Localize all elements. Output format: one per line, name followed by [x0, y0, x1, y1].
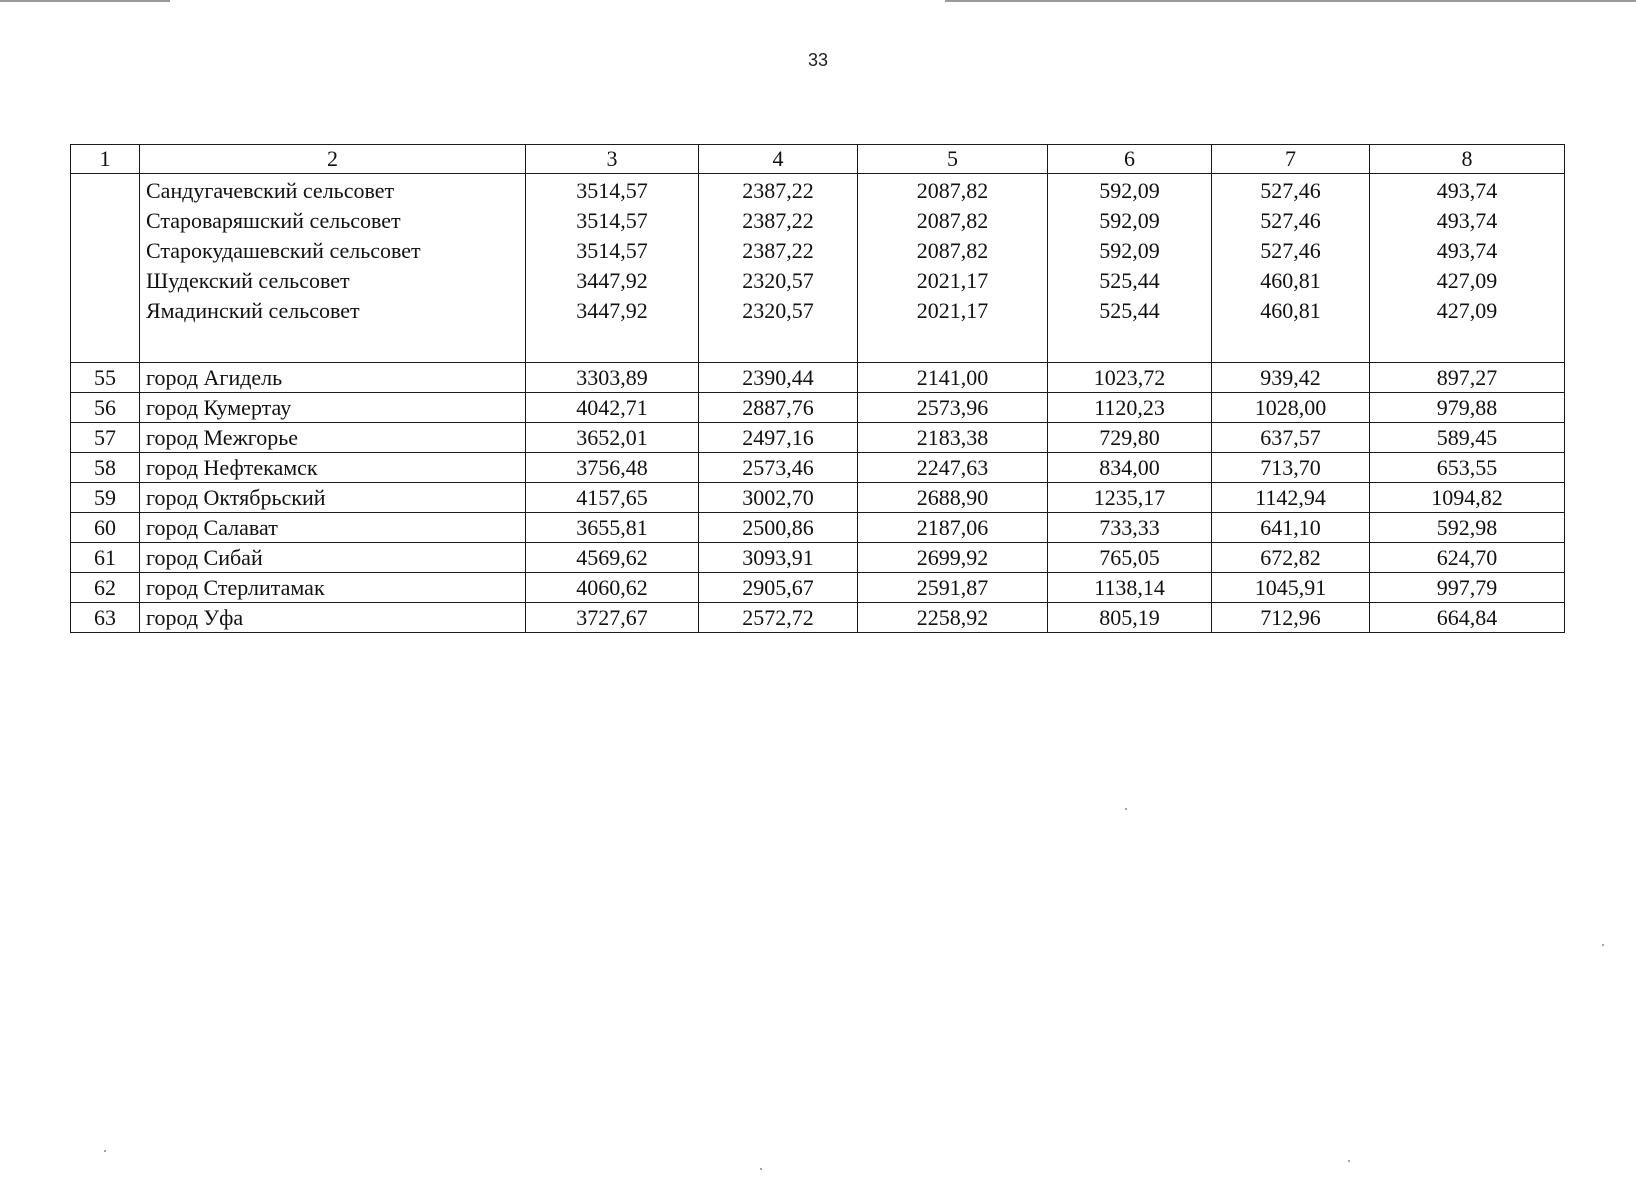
value-column-4	[699, 174, 858, 363]
value-cell: 2021,17	[916, 268, 989, 293]
value-cell: 729,80	[1048, 423, 1212, 453]
value-cell: 712,96	[1212, 603, 1370, 633]
value-cell: 805,19	[1048, 603, 1212, 633]
value-cell: 2390,44	[699, 363, 858, 393]
value-cell: 493,74	[1436, 238, 1498, 263]
row-number-cell: 63	[71, 603, 140, 633]
value-column-8	[1370, 174, 1565, 363]
value-cell: 3514,57	[576, 178, 648, 203]
value-cell: 4060,62	[526, 573, 699, 603]
value-cell: 4157,65	[526, 483, 699, 513]
value-cell: 527,46	[1260, 208, 1321, 233]
value-column-7	[1212, 174, 1370, 363]
value-cell: 527,46	[1260, 178, 1321, 203]
city-name-cell: город Салават	[140, 513, 526, 543]
value-cell: 1235,17	[1048, 483, 1212, 513]
value-cell: 2591,87	[858, 573, 1048, 603]
table-row	[71, 453, 1565, 483]
value-cell: 653,55	[1370, 453, 1565, 483]
value-cell: 3756,48	[526, 453, 699, 483]
value-cell: 2087,82	[916, 178, 989, 203]
value-cell: 939,42	[1212, 363, 1370, 393]
value-cell: 493,74	[1436, 178, 1498, 203]
selsovet-group-row	[71, 174, 1565, 363]
value-cell: 624,70	[1370, 543, 1565, 573]
city-name-cell: город Стерлитамак	[140, 573, 526, 603]
value-cell: 2688,90	[858, 483, 1048, 513]
city-name-cell: город Уфа	[140, 603, 526, 633]
settlement-name: Староваряшский сельсовет	[146, 208, 401, 233]
value-cell: 4042,71	[526, 393, 699, 423]
header-cell: 2	[140, 145, 526, 174]
value-cell: 2497,16	[699, 423, 858, 453]
value-cell: 2887,76	[699, 393, 858, 423]
value-cell: 733,33	[1048, 513, 1212, 543]
value-cell: 2087,82	[916, 238, 989, 263]
row-number-cell	[71, 174, 140, 363]
value-cell: 1142,94	[1212, 483, 1370, 513]
value-cell: 493,74	[1436, 208, 1498, 233]
settlement-name: Старокудашевский сельсовет	[146, 238, 421, 263]
table-row	[71, 363, 1565, 393]
row-number-cell: 58	[71, 453, 140, 483]
value-cell: 2573,96	[858, 393, 1048, 423]
settlement-name: Ямадинский сельсовет	[146, 298, 360, 323]
row-number-cell: 60	[71, 513, 140, 543]
row-number-cell: 62	[71, 573, 140, 603]
value-cell: 592,98	[1370, 513, 1565, 543]
value-cell: 2905,67	[699, 573, 858, 603]
value-cell: 427,09	[1436, 268, 1498, 293]
value-column-6	[1048, 174, 1212, 363]
value-cell: 3655,81	[526, 513, 699, 543]
table-row	[71, 513, 1565, 543]
header-cell: 1	[71, 145, 140, 174]
city-name-cell: город Нефтекамск	[140, 453, 526, 483]
value-cell: 3447,92	[576, 298, 648, 323]
header-cell: 4	[699, 145, 858, 174]
header-row	[71, 145, 1565, 174]
value-cell: 834,00	[1048, 453, 1212, 483]
value-cell: 460,81	[1260, 268, 1321, 293]
value-cell: 2387,22	[742, 238, 814, 263]
row-number-cell: 55	[71, 363, 140, 393]
value-cell: 765,05	[1048, 543, 1212, 573]
value-cell: 2387,22	[742, 208, 814, 233]
value-cell: 3727,67	[526, 603, 699, 633]
value-cell: 2573,46	[699, 453, 858, 483]
scan-speck	[760, 1168, 762, 1170]
value-cell: 672,82	[1212, 543, 1370, 573]
settlement-name: Шудекский сельсовет	[146, 268, 350, 293]
value-cell: 2247,63	[858, 453, 1048, 483]
value-cell: 3514,57	[576, 208, 648, 233]
value-cell: 427,09	[1436, 298, 1498, 323]
value-cell: 3002,70	[699, 483, 858, 513]
city-name-cell: город Кумертау	[140, 393, 526, 423]
value-cell: 664,84	[1370, 603, 1565, 633]
value-cell: 2500,86	[699, 513, 858, 543]
value-cell: 1094,82	[1370, 483, 1565, 513]
value-cell: 2387,22	[742, 178, 814, 203]
value-cell: 460,81	[1260, 298, 1321, 323]
value-cell: 1023,72	[1048, 363, 1212, 393]
value-cell: 3514,57	[576, 238, 648, 263]
value-cell: 1045,91	[1212, 573, 1370, 603]
value-cell: 713,70	[1212, 453, 1370, 483]
scan-speck	[1125, 808, 1127, 810]
scan-speck	[104, 1150, 106, 1152]
header-cell: 7	[1212, 145, 1370, 174]
value-cell: 2258,92	[858, 603, 1048, 633]
value-column-5	[858, 174, 1048, 363]
tariff-table	[70, 144, 1565, 633]
scan-speck	[1602, 944, 1604, 946]
top-border-line-right	[945, 0, 1636, 2]
value-cell: 2320,57	[742, 268, 814, 293]
value-cell: 3093,91	[699, 543, 858, 573]
value-cell: 1028,00	[1212, 393, 1370, 423]
value-cell: 2320,57	[742, 298, 814, 323]
settlement-names-cell	[140, 174, 526, 363]
table-row	[71, 423, 1565, 453]
row-number-cell: 59	[71, 483, 140, 513]
value-cell: 589,45	[1370, 423, 1565, 453]
page-number: 33	[807, 50, 829, 70]
value-cell: 3652,01	[526, 423, 699, 453]
value-cell: 979,88	[1370, 393, 1565, 423]
header-cell: 6	[1048, 145, 1212, 174]
value-cell: 997,79	[1370, 573, 1565, 603]
table-row	[71, 543, 1565, 573]
value-cell: 637,57	[1212, 423, 1370, 453]
city-name-cell: город Межгорье	[140, 423, 526, 453]
value-cell: 2183,38	[858, 423, 1048, 453]
value-cell: 592,09	[1099, 208, 1160, 233]
header-cell: 8	[1370, 145, 1565, 174]
row-number-cell: 56	[71, 393, 140, 423]
header-cell: 5	[858, 145, 1048, 174]
value-cell: 592,09	[1099, 178, 1160, 203]
value-cell: 592,09	[1099, 238, 1160, 263]
value-cell: 641,10	[1212, 513, 1370, 543]
settlement-name: Сандугачевский сельсовет	[146, 178, 395, 203]
table-row	[71, 483, 1565, 513]
value-cell: 1138,14	[1048, 573, 1212, 603]
city-name-cell: город Сибай	[140, 543, 526, 573]
city-name-cell: город Агидель	[140, 363, 526, 393]
table-row	[71, 603, 1565, 633]
scan-speck	[1348, 1160, 1350, 1162]
top-border-line-left	[0, 0, 170, 2]
value-cell: 3447,92	[576, 268, 648, 293]
city-name-cell: город Октябрьский	[140, 483, 526, 513]
value-cell: 1120,23	[1048, 393, 1212, 423]
value-cell: 897,27	[1370, 363, 1565, 393]
value-cell: 2141,00	[858, 363, 1048, 393]
row-number-cell: 61	[71, 543, 140, 573]
row-number-cell: 57	[71, 423, 140, 453]
value-cell: 525,44	[1099, 268, 1160, 293]
value-cell: 2699,92	[858, 543, 1048, 573]
value-cell: 525,44	[1099, 298, 1160, 323]
table-row	[71, 573, 1565, 603]
header-cell: 3	[526, 145, 699, 174]
value-cell: 2187,06	[858, 513, 1048, 543]
value-cell: 2572,72	[699, 603, 858, 633]
table-body	[71, 145, 1565, 633]
table-row	[71, 393, 1565, 423]
value-cell: 4569,62	[526, 543, 699, 573]
value-column-3	[526, 174, 699, 363]
value-cell: 527,46	[1260, 238, 1321, 263]
value-cell: 2021,17	[916, 298, 989, 323]
value-cell: 2087,82	[916, 208, 989, 233]
value-cell: 3303,89	[526, 363, 699, 393]
